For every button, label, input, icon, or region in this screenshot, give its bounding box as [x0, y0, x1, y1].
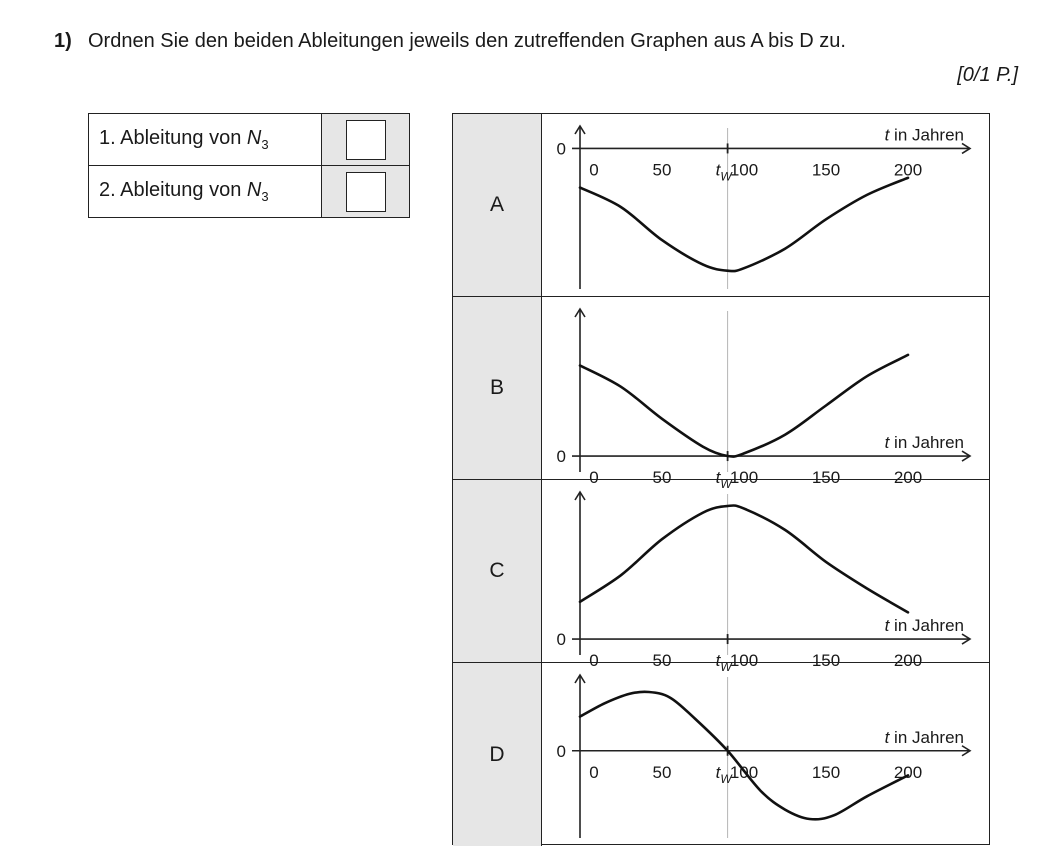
- graph-b-tick-label: 150: [811, 468, 841, 488]
- graph-c-tick-label: 50: [652, 651, 672, 671]
- graph-b-x-axis-title: t in Jahren: [884, 433, 964, 453]
- answer-table: [88, 113, 410, 218]
- graph-b-plot: [542, 297, 990, 492]
- graph-c-tick-label: 100: [729, 651, 759, 671]
- graph-b-curve: [580, 355, 908, 457]
- answer-box-1[interactable]: [346, 120, 386, 160]
- graph-d-tw-label: $t_W$: [715, 762, 732, 786]
- answer-row-1: [89, 114, 410, 166]
- graph-a-tick-label: 50: [652, 160, 672, 180]
- graph-b-tw-label: $t_W$: [715, 468, 732, 492]
- graph-d-tick-label: 150: [811, 762, 841, 782]
- graph-a-plot: [542, 114, 990, 297]
- graph-letter-d: D: [453, 663, 542, 846]
- graph-d-plot: [542, 663, 990, 846]
- graph-row-d: [453, 663, 989, 846]
- answer-label-1: 1. Ableitung von $N_3$: [89, 114, 322, 166]
- answer-row-2: [89, 166, 410, 218]
- graph-a-tw-label: $t_W$: [715, 160, 732, 184]
- graph-c-tick-label: 200: [893, 651, 923, 671]
- graph-a-x-axis-title: t in Jahren: [884, 125, 964, 145]
- graph-letter-b: B: [453, 297, 542, 479]
- graph-a-tick-label: 150: [811, 160, 841, 180]
- answer-cell-2: [322, 166, 410, 218]
- graph-b-y-zero-label: 0: [556, 447, 566, 467]
- graph-a-curve: [580, 178, 908, 271]
- graph-d-tick-label: 100: [729, 762, 759, 782]
- graph-c-curve: [580, 505, 908, 612]
- graph-c-y-zero-label: 0: [556, 630, 566, 650]
- graph-a-tick-label: 100: [729, 160, 759, 180]
- graph-b-tick-label: 0: [589, 468, 599, 488]
- graph-c-plot: [542, 480, 990, 675]
- graph-letter-c: C: [453, 480, 542, 662]
- graph-d-tick-label: 50: [652, 762, 672, 782]
- points-label: [0/1 P.]: [957, 64, 1018, 86]
- graph-d-x-axis-title: t in Jahren: [884, 727, 964, 747]
- graph-b-tick-label: 50: [652, 468, 672, 488]
- question-number: 1): [54, 30, 72, 52]
- graph-row-a: [453, 114, 989, 297]
- answer-label-2: 2. Ableitung von $N_3$: [89, 166, 322, 218]
- graph-c-tick-label: 0: [589, 651, 599, 671]
- graph-d-curve: [580, 692, 908, 820]
- question-text: Ordnen Sie den beiden Ableitungen jeweils den zutreffenden Graphen aus A bis D zu.: [88, 30, 846, 52]
- graph-a-tick-label: 0: [589, 160, 599, 180]
- graph-row-c: [453, 480, 989, 675]
- graph-c-x-axis-title: t in Jahren: [884, 616, 964, 636]
- graph-b-tick-label: 200: [893, 468, 923, 488]
- graph-d-tick-label: 0: [589, 762, 599, 782]
- graph-a-tick-label: 200: [893, 160, 923, 180]
- graph-b-tick-label: 100: [729, 468, 759, 488]
- graph-d-y-zero-label: 0: [556, 741, 566, 761]
- graph-c-tw-label: $t_W$: [715, 651, 732, 675]
- graph-d-tick-label: 200: [893, 762, 923, 782]
- answer-cell-1: [322, 114, 410, 166]
- graph-a-y-zero-label: 0: [556, 139, 566, 159]
- graph-row-b: [453, 297, 989, 492]
- answer-box-2[interactable]: [346, 172, 386, 212]
- graph-c-tick-label: 150: [811, 651, 841, 671]
- graph-options: [452, 113, 990, 845]
- graph-letter-a: A: [453, 114, 542, 296]
